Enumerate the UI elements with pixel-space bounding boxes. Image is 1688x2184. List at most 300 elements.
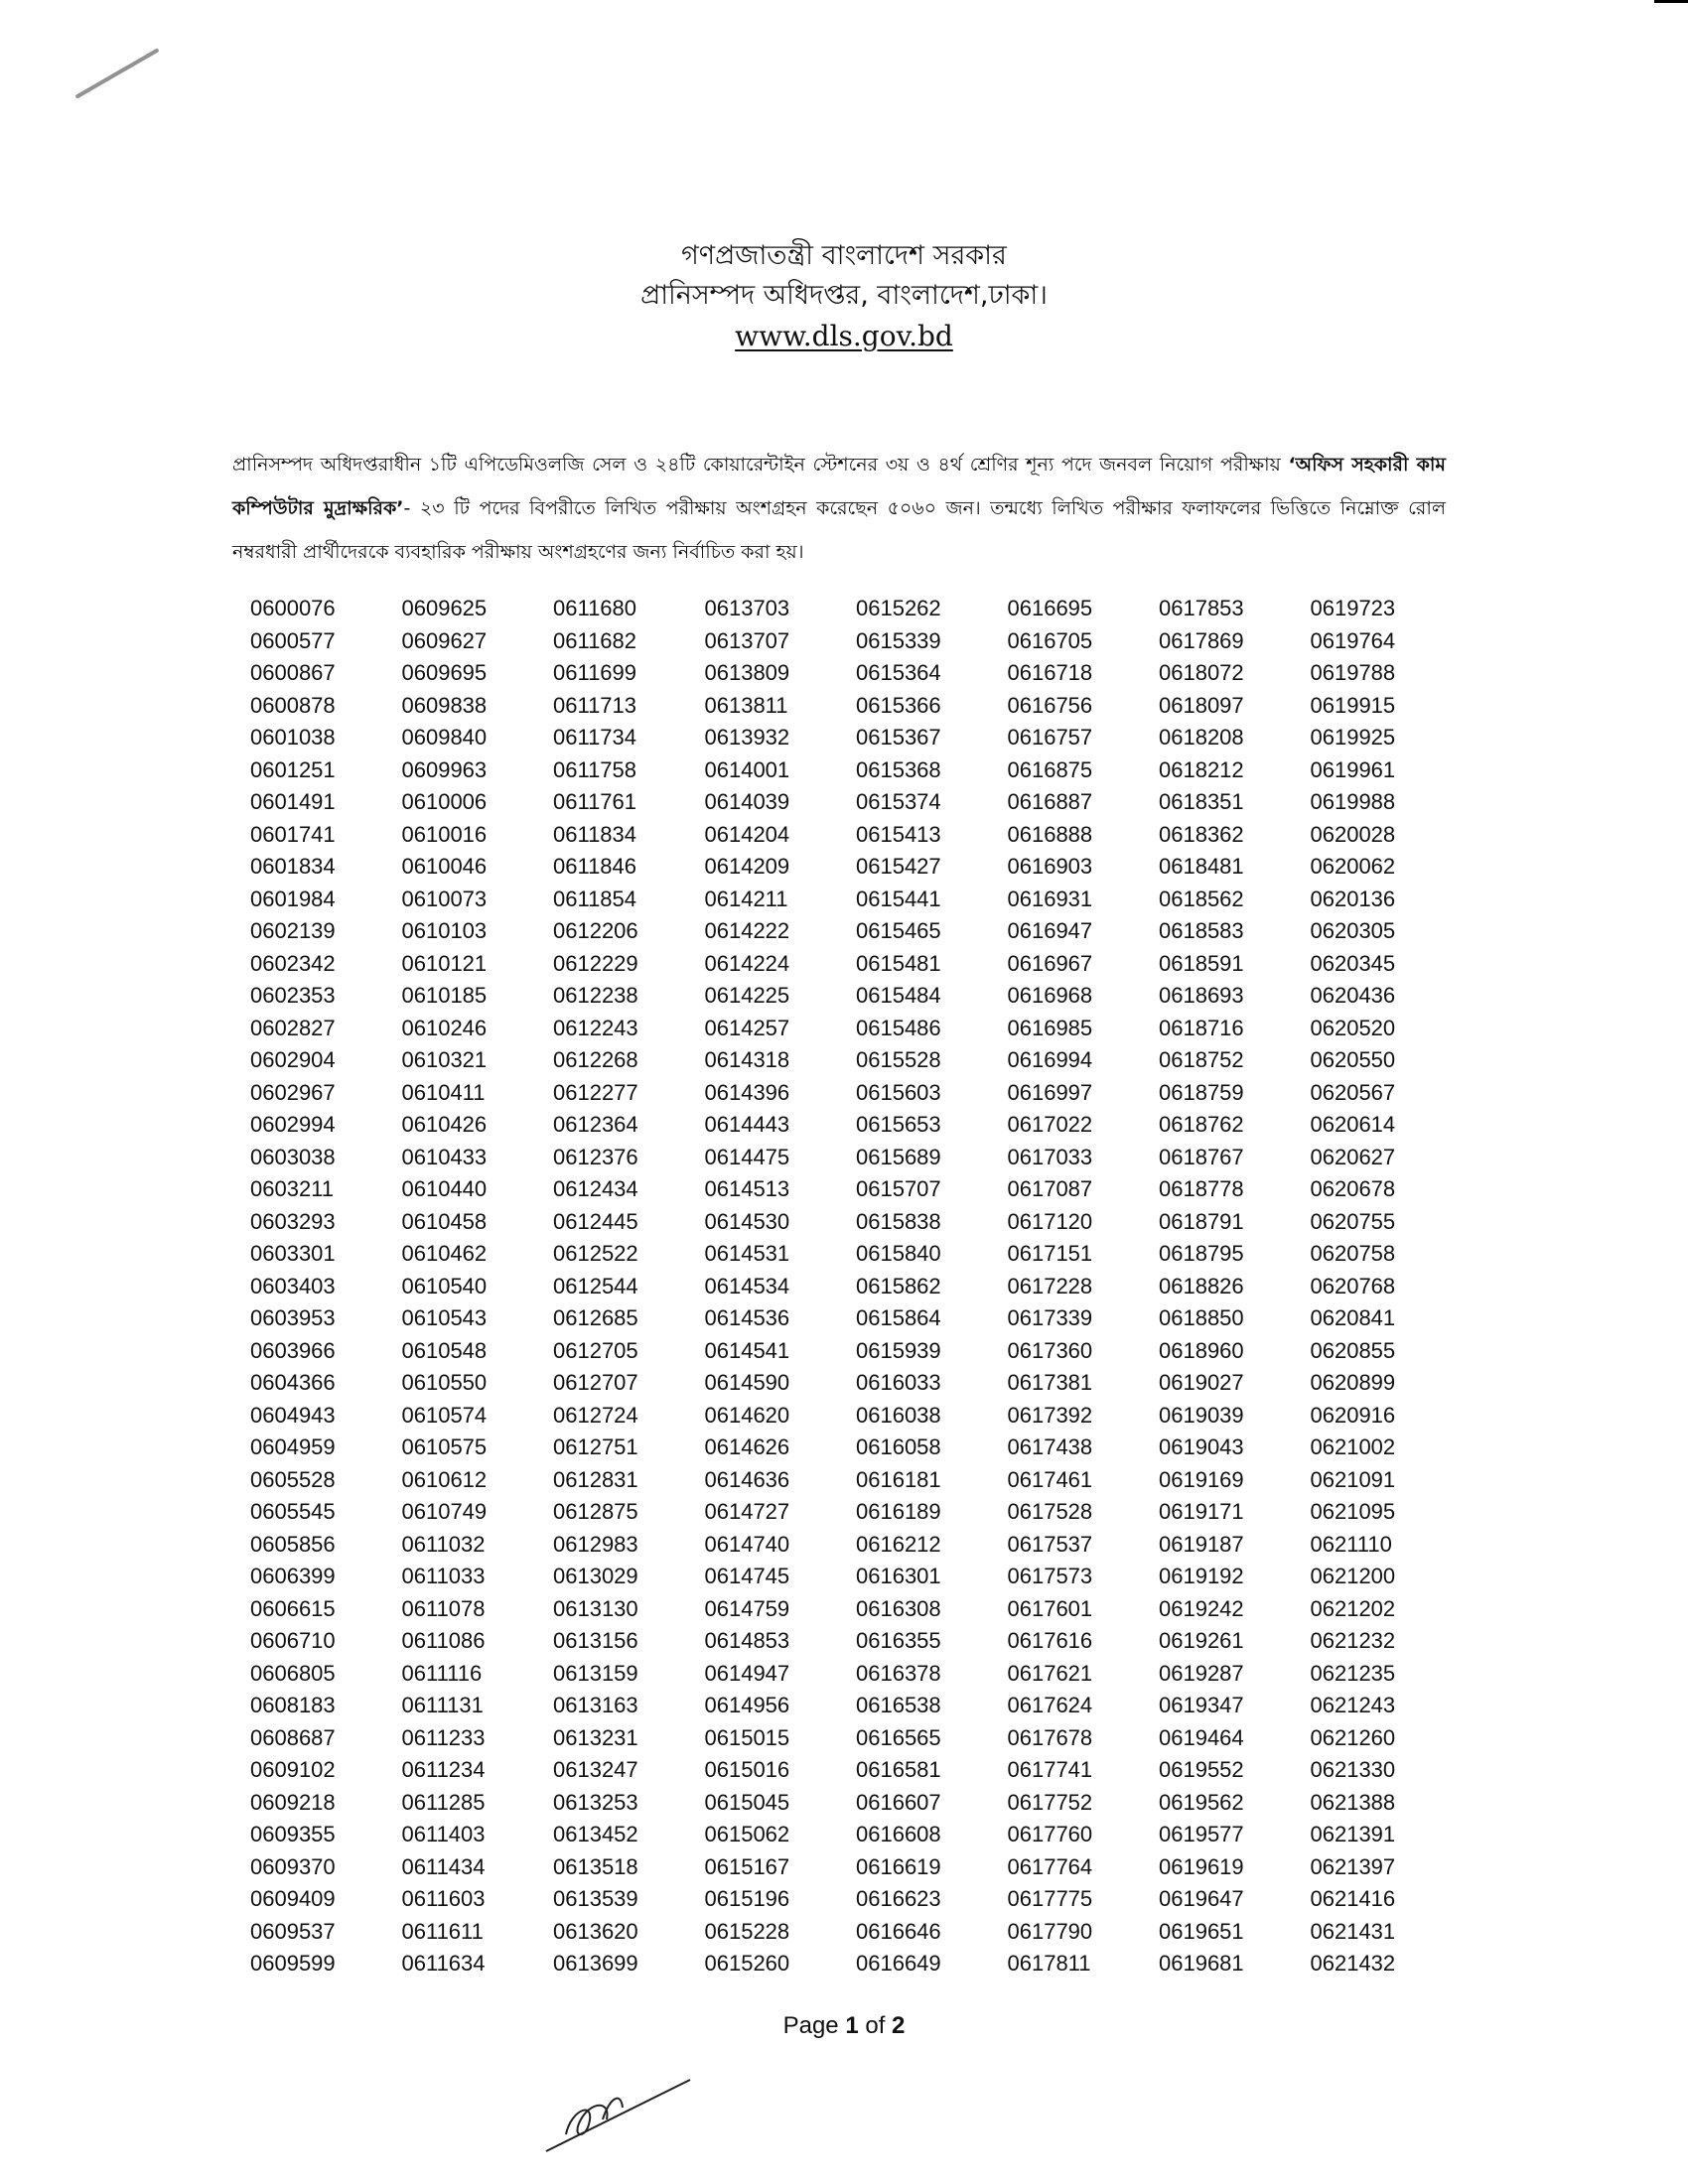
roll-number: 0616608 [856,1822,941,1846]
roll-number: 0613699 [553,1951,638,1976]
roll-number: 0616212 [856,1531,941,1557]
roll-number: 0618562 [1159,886,1244,911]
roll-number: 0615045 [704,1789,790,1815]
roll-number: 0618362 [1159,821,1244,847]
roll-number: 0610612 [401,1466,488,1492]
roll-number: 0619187 [1159,1531,1244,1557]
roll-number: 0610548 [401,1337,488,1363]
roll-number: 0619681 [1159,1951,1244,1976]
roll-number: 0614209 [704,854,790,879]
roll-number: 0606615 [250,1595,336,1621]
roll-number: 0617616 [1007,1628,1093,1653]
roll-number: 0615260 [704,1951,790,1976]
scan-edge-mark [1654,0,1688,3]
roll-number: 0610574 [401,1402,488,1428]
roll-number: 0613247 [553,1757,638,1782]
roll-number: 0606399 [250,1564,336,1588]
roll-number: 0612522 [553,1241,638,1266]
roll-number: 0619464 [1159,1724,1244,1750]
roll-number: 0611846 [553,854,637,879]
roll-number: 0616968 [1007,983,1093,1008]
roll-number: 0610246 [401,1015,488,1040]
roll-number: 0619925 [1310,725,1396,750]
roll-number: 0610550 [401,1370,488,1395]
roll-number: 0609218 [250,1789,336,1815]
roll-number: 0611761 [553,789,637,814]
roll-number: 0618212 [1159,756,1244,782]
roll-number: 0614396 [704,1079,790,1105]
roll-number: 0615441 [856,886,941,911]
roll-number: 0616947 [1007,918,1093,943]
roll-number: 0615167 [704,1853,790,1879]
roll-number: 0613130 [553,1595,638,1621]
department-title: প্রানিসম্পদ অধিদপ্তর, বাংলাদেশ,ঢাকা। [640,280,1048,311]
roll-number: 0616619 [856,1853,941,1879]
roll-number: 0614039 [704,789,790,814]
roll-number: 0604959 [250,1434,336,1459]
roll-column [402,593,554,1980]
roll-number: 0616355 [856,1628,941,1653]
roll-number: 0616181 [856,1466,941,1492]
roll-number: 0609625 [401,596,488,620]
roll-number: 0614001 [704,756,790,782]
roll-number: 0619261 [1159,1628,1244,1653]
roll-number: 0612707 [553,1370,638,1395]
roll-number: 0617528 [1007,1499,1093,1524]
signature-icon [541,2040,700,2159]
roll-number: 0618208 [1159,725,1244,750]
roll-number: 0603953 [250,1305,336,1330]
roll-number: 0615481 [856,950,941,976]
roll-number: 0619619 [1159,1853,1244,1879]
roll-number: 0614513 [704,1176,790,1201]
roll-number: 0601741 [250,821,336,847]
roll-number: 0614853 [704,1628,790,1653]
roll-number: 0615427 [856,854,941,879]
roll-number: 0601984 [250,886,336,911]
roll-number: 0605545 [250,1499,336,1524]
roll-number: 0620678 [1310,1176,1396,1201]
roll-number: 0613163 [553,1693,638,1717]
roll-number: 0618097 [1159,692,1244,718]
roll-number: 0612831 [553,1466,638,1492]
roll-number: 0609537 [250,1918,336,1944]
roll-number: 0616931 [1007,886,1093,911]
roll-number: 0616985 [1007,1015,1093,1040]
roll-column [856,593,1008,1980]
roll-number: 0609355 [250,1822,336,1846]
roll-column [705,593,857,1980]
roll-number: 0605856 [250,1531,336,1557]
roll-number: 0614740 [704,1531,790,1557]
roll-number: 0620550 [1310,1047,1396,1072]
roll-number: 0611033 [401,1564,486,1588]
roll-number: 0610073 [401,886,488,911]
roll-number: 0616887 [1007,789,1093,814]
roll-number: 0621243 [1310,1693,1396,1717]
roll-number: 0602827 [250,1015,336,1040]
roll-number: 0612434 [553,1176,638,1201]
roll-number: 0615840 [856,1241,941,1266]
roll-column [1311,593,1463,1980]
roll-number: 0611758 [553,756,637,782]
roll-number: 0618767 [1159,1144,1244,1169]
document-header [0,236,1688,357]
roll-number: 0616058 [856,1434,941,1459]
roll-number: 0614204 [704,821,790,847]
roll-number: 0619723 [1310,596,1396,620]
roll-number: 0609409 [250,1886,336,1911]
roll-number: 0610433 [401,1144,488,1169]
roll-number: 0614534 [704,1273,790,1298]
roll-number: 0616718 [1007,660,1093,685]
post-name: ‘অফিস সহকারী কাম কম্পিউটার মুদ্রাক্ষরিক’ [232,454,1446,519]
roll-number: 0615838 [856,1208,941,1234]
roll-number: 0616695 [1007,596,1093,620]
roll-number: 0617621 [1007,1660,1093,1686]
roll-number: 0614620 [704,1402,790,1428]
roll-number: 0615196 [704,1886,790,1911]
roll-number: 0612875 [553,1499,638,1524]
roll-number: 0613159 [553,1660,638,1686]
roll-number: 0608687 [250,1724,336,1750]
roll-number: 0619169 [1159,1466,1244,1492]
roll-number: 0616189 [856,1499,941,1524]
roll-number: 0614530 [704,1208,790,1234]
roll-number: 0620028 [1310,821,1396,847]
roll-number: 0616757 [1007,725,1093,750]
roll-number: 0612206 [553,918,638,943]
roll-number: 0602342 [250,950,336,976]
roll-number: 0619552 [1159,1757,1244,1782]
roll-number: 0611699 [553,660,637,685]
roll-number: 0615862 [856,1273,941,1298]
roll-number: 0621235 [1310,1660,1396,1686]
roll-number: 0617033 [1007,1144,1093,1169]
roll-number: 0617461 [1007,1466,1093,1492]
roll-number: 0612685 [553,1305,638,1330]
roll-number: 0620567 [1310,1079,1396,1105]
roll-number: 0615465 [856,918,941,943]
roll-number: 0610121 [401,950,488,976]
roll-number: 0612544 [553,1273,638,1298]
roll-number: 0613029 [553,1564,638,1588]
roll-number: 0610103 [401,918,488,943]
roll-number: 0619347 [1159,1693,1244,1717]
roll-number: 0610543 [401,1305,488,1330]
roll-number: 0616649 [856,1951,941,1976]
roll-number: 0615374 [856,789,941,814]
roll-column [250,593,402,1980]
roll-number: 0614225 [704,983,790,1008]
roll-number: 0616967 [1007,950,1093,976]
roll-number: 0613811 [704,692,788,718]
roll-number: 0612376 [553,1144,638,1169]
roll-number: 0614531 [704,1241,790,1266]
roll-number: 0614947 [704,1660,790,1686]
roll-number: 0620136 [1310,886,1396,911]
roll-number: 0616538 [856,1693,941,1717]
roll-number: 0617678 [1007,1724,1093,1750]
roll-number: 0615016 [704,1757,790,1782]
roll-number: 0617741 [1007,1757,1093,1782]
roll-number: 0603211 [250,1176,335,1201]
roll-number: 0618759 [1159,1079,1244,1105]
roll-number: 0618752 [1159,1047,1244,1072]
roll-number: 0613707 [704,627,790,653]
roll-number: 0620768 [1310,1273,1396,1298]
roll-number: 0600076 [250,596,336,620]
roll-number: 0615366 [856,692,941,718]
roll-number: 0614636 [704,1466,790,1492]
roll-number: 0601251 [250,756,336,782]
roll-number: 0610411 [401,1079,486,1105]
roll-number: 0617381 [1007,1370,1093,1395]
roll-number: 0620436 [1310,983,1396,1008]
roll-number: 0614626 [704,1434,790,1459]
notice-paragraph [232,443,1446,574]
roll-number: 0611713 [553,692,637,718]
roll-number: 0613253 [553,1789,638,1815]
roll-number: 0612751 [553,1434,638,1459]
roll-number: 0613156 [553,1628,638,1653]
roll-number: 0619027 [1159,1370,1244,1395]
roll-number: 0614759 [704,1595,790,1621]
notice-text-part1: প্রানিসম্পদ অধিদপ্তরাধীন ১টি এপিডেমিওলজি সেল ও ২৪টি কোয়ারেন্টাইন স্টেশনের ৩য় ও ৪র্থ শ্রেণির শূন্য পদে জনবল নিয়োগ পরীক্ষায় [232,454,1289,476]
roll-number: 0611634 [401,1951,486,1976]
roll-number: 0620305 [1310,918,1396,943]
roll-number: 0611086 [401,1628,486,1653]
roll-number: 0615707 [856,1176,941,1201]
roll-number: 0614745 [704,1564,790,1588]
roll-number: 0610540 [401,1273,488,1298]
roll-column [553,593,705,1980]
roll-number: 0614590 [704,1370,790,1395]
roll-number: 0610006 [401,789,488,814]
roll-number: 0616756 [1007,692,1093,718]
roll-number: 0609695 [401,660,488,685]
roll-number: 0611603 [401,1886,486,1911]
roll-number: 0611403 [401,1822,486,1846]
roll-number: 0618826 [1159,1273,1244,1298]
roll-number: 0612724 [553,1402,638,1428]
roll-number: 0610426 [401,1112,488,1137]
roll-number: 0612243 [553,1015,638,1040]
roll-number: 0620899 [1310,1370,1396,1395]
roll-number: 0602353 [250,983,336,1008]
roll-number: 0617360 [1007,1337,1093,1363]
roll-number: 0609370 [250,1853,336,1879]
roll-number: 0611611 [401,1918,484,1944]
roll-number: 0602139 [250,918,336,943]
roll-number: 0615062 [704,1822,790,1846]
roll-number: 0603966 [250,1337,336,1363]
roll-number: 0615486 [856,1015,941,1040]
roll-number: 0619647 [1159,1886,1244,1911]
roll-number: 0621002 [1310,1434,1396,1459]
roll-number: 0619043 [1159,1434,1244,1459]
roll-number: 0612705 [553,1337,638,1363]
roll-number: 0620062 [1310,854,1396,879]
roll-number: 0617537 [1007,1531,1093,1557]
roll-number: 0614541 [704,1337,790,1363]
roll-number: 0620916 [1310,1402,1396,1428]
roll-number-list [250,593,1462,1980]
roll-number: 0618351 [1159,789,1244,814]
roll-number: 0603293 [250,1208,336,1234]
roll-number: 0613809 [704,660,790,685]
of-word: of [865,2012,886,2039]
roll-number: 0618583 [1159,918,1244,943]
roll-number: 0611682 [553,627,637,653]
roll-number: 0617775 [1007,1886,1093,1911]
roll-number: 0615528 [856,1047,941,1072]
roll-number: 0610458 [401,1208,488,1234]
roll-number: 0619562 [1159,1789,1244,1815]
roll-number: 0604943 [250,1402,336,1428]
roll-number: 0610440 [401,1176,488,1201]
roll-number: 0619287 [1159,1660,1244,1686]
roll-number: 0615864 [856,1305,941,1330]
roll-number: 0611434 [401,1853,486,1879]
notice-text-part2: - ২৩ টি পদের বিপরীতে লিখিত পরীক্ষায় অংশগ্রহন করেছেন ৫০৬০ জন। তন্মধ্যে লিখিত পরীক্ষার ফলাফলের ভিত্তিতে নিম্নোক্ত রোল নম্বরধারী প্রার্থীদেরকে ব্যবহারিক পরীক্ষায় অংশগ্রহণের জন্য নির্বাচিত করা হয়। [232,497,1446,563]
roll-number: 0612238 [553,983,638,1008]
roll-number: 0621202 [1310,1595,1396,1621]
roll-number: 0620520 [1310,1015,1396,1040]
roll-number: 0610046 [401,854,488,879]
roll-number: 0616646 [856,1918,941,1944]
roll-number: 0612277 [553,1079,638,1105]
roll-number: 0614956 [704,1693,790,1717]
roll-number: 0606710 [250,1628,336,1653]
roll-number: 0618481 [1159,854,1244,879]
roll-number: 0601834 [250,854,336,879]
roll-number: 0621391 [1310,1822,1396,1846]
roll-number: 0614318 [704,1047,790,1072]
roll-number: 0615364 [856,660,941,685]
roll-number: 0619651 [1159,1918,1244,1944]
roll-number: 0620855 [1310,1337,1396,1363]
roll-number: 0615262 [856,596,941,620]
roll-number: 0617869 [1159,627,1244,653]
roll-number: 0616033 [856,1370,941,1395]
roll-number: 0617228 [1007,1273,1093,1298]
roll-number: 0617764 [1007,1853,1093,1879]
roll-number: 0616888 [1007,821,1093,847]
roll-number: 0603301 [250,1241,336,1266]
roll-number: 0620614 [1310,1112,1396,1137]
roll-number: 0610185 [401,983,488,1008]
roll-number: 0610016 [401,821,488,847]
roll-number: 0621431 [1310,1918,1396,1944]
roll-number: 0614443 [704,1112,790,1137]
roll-number: 0601491 [250,789,336,814]
roll-number: 0615603 [856,1079,941,1105]
roll-number: 0612364 [553,1112,638,1137]
roll-number: 0610462 [401,1241,488,1266]
roll-number: 0608183 [250,1693,336,1717]
roll-number: 0620755 [1310,1208,1396,1234]
roll-number: 0616301 [856,1564,941,1588]
roll-number: 0611834 [553,821,637,847]
roll-number: 0615413 [856,821,941,847]
roll-number: 0610321 [401,1047,488,1072]
roll-number: 0613620 [553,1918,638,1944]
roll-number: 0609963 [401,756,488,782]
roll-number: 0609102 [250,1757,336,1782]
roll-number: 0611116 [401,1660,483,1686]
pen-mark-icon [74,48,159,98]
page-word: Page [782,2012,839,2039]
roll-number: 0617811 [1007,1951,1091,1976]
roll-number: 0615368 [856,756,941,782]
roll-number: 0617087 [1007,1176,1093,1201]
roll-number: 0603403 [250,1273,336,1298]
page-total: 2 [892,2012,906,2039]
roll-number: 0621330 [1310,1757,1396,1782]
roll-number: 0611234 [401,1757,486,1782]
page-current: 1 [845,2012,859,2039]
roll-number: 0618693 [1159,983,1244,1008]
roll-number: 0618072 [1159,660,1244,685]
roll-number: 0616308 [856,1595,941,1621]
roll-number: 0618791 [1159,1208,1244,1234]
roll-number: 0617752 [1007,1789,1093,1815]
roll-number: 0616581 [856,1757,941,1782]
roll-number: 0617438 [1007,1434,1093,1459]
roll-number: 0612229 [553,950,638,976]
roll-number: 0600577 [250,627,336,653]
roll-number: 0615484 [856,983,941,1008]
roll-number: 0617601 [1007,1595,1093,1621]
roll-number: 0619577 [1159,1822,1244,1846]
roll-number: 0616038 [856,1402,941,1428]
roll-number: 0619171 [1159,1499,1244,1524]
roll-number: 0613452 [553,1822,638,1846]
roll-number: 0614727 [704,1499,790,1524]
roll-column [1159,593,1311,1980]
roll-number: 0615653 [856,1112,941,1137]
roll-number: 0616994 [1007,1047,1093,1072]
website-link[interactable]: www.dls.gov.bd [735,320,953,352]
roll-number: 0616997 [1007,1079,1093,1105]
roll-number: 0612983 [553,1531,638,1557]
page-number [0,2012,1688,2040]
roll-number: 0620841 [1310,1305,1396,1330]
roll-number: 0615367 [856,725,941,750]
roll-number: 0611854 [553,886,637,911]
roll-number: 0614257 [704,1015,790,1040]
roll-number: 0619242 [1159,1595,1244,1621]
roll-number: 0616705 [1007,627,1093,653]
roll-number: 0617853 [1159,596,1244,620]
roll-number: 0617120 [1007,1208,1093,1234]
roll-number: 0621260 [1310,1724,1396,1750]
roll-number: 0621397 [1310,1853,1396,1879]
roll-number: 0601038 [250,725,336,750]
roll-column [1008,593,1160,1980]
roll-number: 0614211 [704,886,788,911]
roll-number: 0612445 [553,1208,638,1234]
roll-number: 0621095 [1310,1499,1396,1524]
roll-number: 0619961 [1310,756,1396,782]
roll-number: 0600867 [250,660,336,685]
roll-number: 0621388 [1310,1789,1396,1815]
roll-number: 0618591 [1159,950,1244,976]
government-title: গণপ্রজাতন্ত্রী বাংলাদেশ সরকার [681,240,1007,271]
roll-number: 0604366 [250,1370,336,1395]
roll-number: 0617151 [1007,1241,1093,1266]
